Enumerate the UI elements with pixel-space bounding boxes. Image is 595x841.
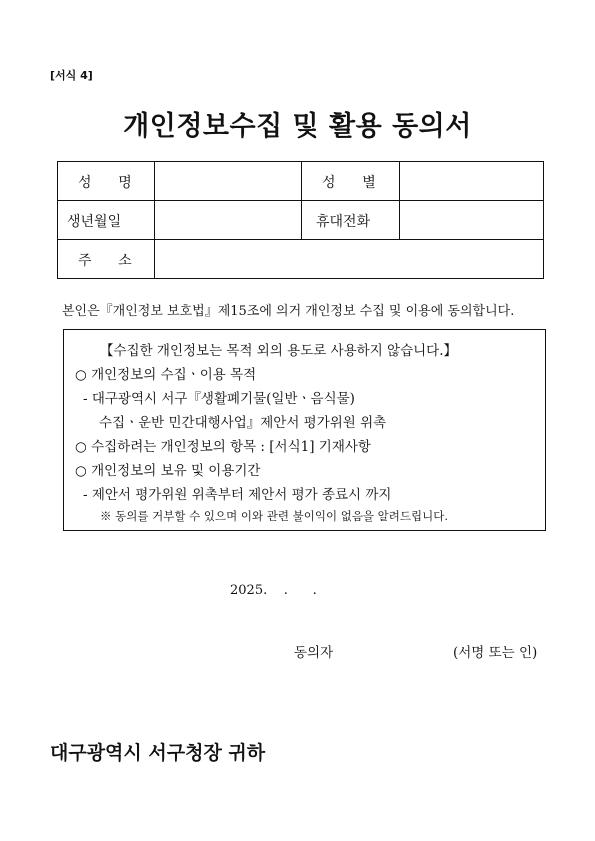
- consent-statement: 본인은『개인정보 보호법』제15조에 의거 개인정보 수집 및 이용에 동의합니다.: [62, 304, 515, 319]
- purpose-title: ○ 개인정보의 수집ㆍ이용 목적: [75, 367, 257, 383]
- gender-field[interactable]: [405, 166, 537, 196]
- signature-label: (서명 또는 인): [453, 645, 538, 661]
- personal-info-table: [57, 161, 544, 279]
- retention-title: ○ 개인정보의 보유 및 이용기간: [75, 463, 261, 479]
- document-title: 개인정보수집 및 활용 동의서: [123, 111, 472, 142]
- table-row-divider: [58, 239, 543, 240]
- collected-items-title: ○ 수집하려는 개인정보의 항목 : [서식1] 기재사항: [75, 439, 371, 455]
- name-label: 성 명: [78, 175, 132, 191]
- birth-date-field[interactable]: [160, 205, 296, 235]
- table-column-divider: [154, 162, 155, 278]
- notice-heading: 【수집한 개인정보는 목적 외의 용도로 사용하지 않습니다.】: [100, 343, 457, 359]
- refusal-footnote: ※ 동의를 거부할 수 있으며 이와 관련 불이익이 없음을 알려드립니다.: [100, 509, 448, 523]
- purpose-line-2: 수집ㆍ운반 민간대행사업』제안서 평가위원 위촉: [99, 415, 387, 431]
- table-column-divider: [399, 162, 400, 239]
- form-number-label: [서식 4]: [50, 69, 93, 82]
- address-field[interactable]: [160, 244, 540, 274]
- address-label: 주 소: [78, 253, 132, 269]
- purpose-line-1: - 대구광역시 서구『생활폐기물(일반ㆍ음식물): [83, 391, 355, 407]
- table-column-divider: [301, 162, 302, 239]
- consenter-label: 동의자: [294, 645, 334, 661]
- date-line: 2025. . .: [230, 583, 317, 598]
- privacy-notice-box: [63, 329, 546, 531]
- birth-date-label: 생년월일: [67, 214, 122, 230]
- name-field[interactable]: [160, 166, 296, 196]
- gender-label: 성 별: [322, 175, 376, 191]
- retention-line: - 제안서 평가위원 위촉부터 제안서 평가 종료시 까지: [83, 487, 392, 503]
- mobile-phone-label: 휴대전화: [316, 214, 371, 230]
- mobile-phone-field[interactable]: [405, 205, 537, 235]
- addressee: 대구광역시 서구청장 귀하: [50, 742, 266, 764]
